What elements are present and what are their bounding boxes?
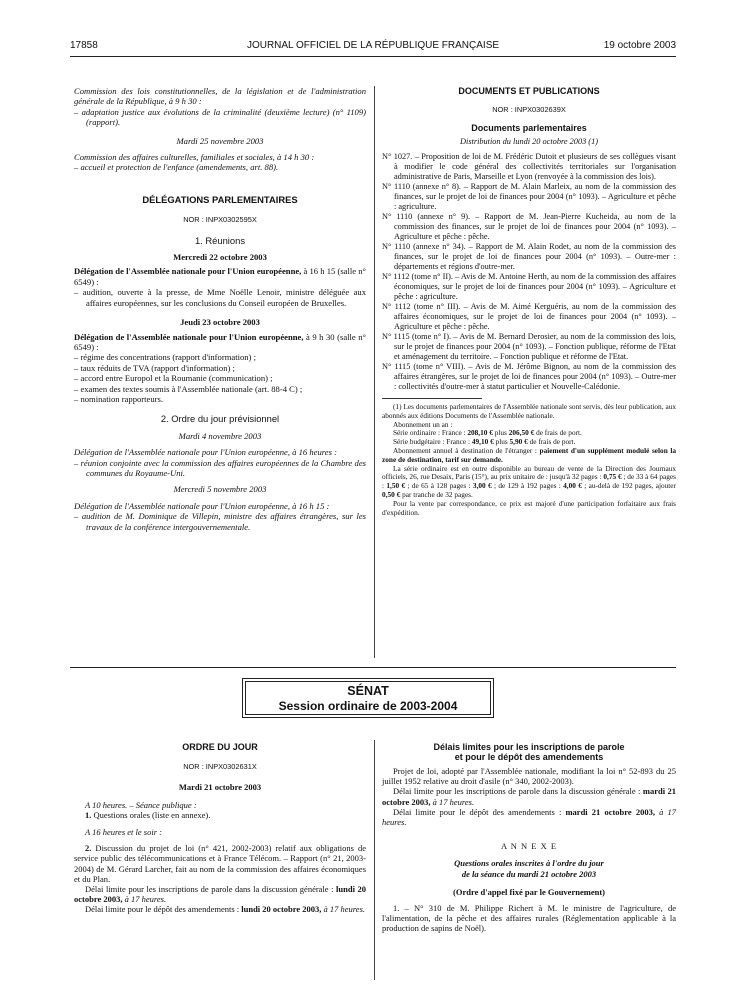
delegations-heading: DÉLÉGATIONS PARLEMENTAIRES xyxy=(142,193,298,205)
seance-10h: A 10 heures. – Séance publique : xyxy=(85,799,197,810)
projet-de-loi: Projet de loi, adopté par l'Assemblée nationale, modifiant la loi n° 52-893 du 25 juillet 1952 relative au droit d'asile (n° 340, 2002-2003). xyxy=(382,766,676,787)
commission-culturelles-item: – accueil et protection de l'enfance (amendements, art. 88). xyxy=(74,162,279,173)
footnote-2: Abonnement un an : xyxy=(393,419,453,429)
date-25-novembre: Mardi 25 novembre 2003 xyxy=(176,135,264,146)
questions-orales: 1. Questions orales (liste en annexe). xyxy=(85,809,211,820)
seance-16h: A 16 heures et le soir : xyxy=(85,827,162,838)
commission-lois-intro: Commission des lois constitutionnelles, de la législation et de l'administration générale de la République, à 9 h 30 : xyxy=(74,86,366,107)
documents-heading: DOCUMENTS ET PUBLICATIONS xyxy=(458,86,600,96)
delegation-1 xyxy=(74,266,366,287)
document-item: N° 1110 (annexe n° 34). – Rapport de M. Alain Rodet, au nom de la commission des finances, sur le projet de loi de finances pour 2004 (n° 1093). – Outre-mer : départements et régions d'outre-mer. xyxy=(382,242,676,271)
footnote-4: Série budgétaire : France : 49,10 € plus 5,90 € de frais de port. xyxy=(393,437,576,447)
column-divider-bottom xyxy=(374,740,375,980)
right-column-top xyxy=(382,86,676,517)
day-mardi-21: Mardi 21 octobre 2003 xyxy=(178,782,262,793)
senat-box xyxy=(242,678,494,718)
footnote-6: La série ordinaire est en outre disponible au bureau de vente de la Direction des Journaux officiels, 26, rue Desaix, Paris (15°), au prix unitaire de : jusqu'à 32 pages : 0,75 € ; de 33 à 64 pages : 1,50 € ; de 65 à 128 pages : 3,00 € ; de 129 à 192 pages : 4,00 € ; au-delà de 192 pages, ajouter 0,50 € par tranche de 32 pages. xyxy=(382,463,676,499)
footnote-5: Abonnement annuel à destination de l'étranger : paiement d'un supplément modulé selon la zone de destination, tarif sur demande. xyxy=(382,445,676,464)
delai-amendements-2: Délai limite pour le dépôt des amendements : mardi 21 octobre 2003, à 17 heures. xyxy=(382,806,677,828)
page-number: 17858 xyxy=(70,40,98,51)
day-jeudi-23: Jeudi 23 octobre 2003 xyxy=(180,317,260,328)
ordre-du-jour-nor: NOR : INPX0302631X xyxy=(183,762,257,772)
distribution-date: Distribution du lundi 20 octobre 2003 (1) xyxy=(460,137,598,146)
document-item: N° 1112 (tome n° II). – Avis de M. Antoine Herth, au nom de la commission des affaires économiques, sur le projet de loi de finances pour 2004 (n° 1093). – Agriculture et pêche : agriculture. xyxy=(382,272,676,301)
questions-title-1: Questions orales inscrites à l'ordre du jour xyxy=(454,858,604,869)
senat-box-inner xyxy=(245,681,491,715)
discussion-projet: 2. Discussion du projet de loi (n° 421, 2002-2003) relatif aux obligations de service public des télécommunications et à France Télécom. – Rapport (n° 21, 2003-2004) de M. Gérard Larcher, fait au nom de la commission des affaires économiques et du Plan. xyxy=(74,843,366,884)
delegation-2 xyxy=(74,332,366,353)
footnote-7: Pour la vente par correspondance, ce prix est majoré d'une participation forfaitaire aux frais d'expédition. xyxy=(382,498,676,517)
delegation-2-rest: à 9 h 30 (salle n° 6549) : xyxy=(74,331,366,352)
column-divider-top xyxy=(374,86,375,658)
question-1: 1. – N° 310 de M. Philippe Richert à M. le ministre de l'agriculture, de l'alimentation, de la pêche et des affaires rurales (Réglementation applicable à la production de sapins de Noël). xyxy=(382,903,676,934)
footnote xyxy=(382,403,676,517)
delegation-2-item: – taux réduits de TVA (rapport d'information) ; xyxy=(74,362,235,373)
delegation-2-bold: Délégation de l'Assemblée nationale pour l'Union européenne, xyxy=(74,331,304,342)
delais-heading-1: Délais limites pour les inscriptions de parole xyxy=(433,742,625,752)
delegation-1-item: – audition, ouverte à la presse, de Mme Noëlle Lenoir, ministre déléguée aux affaires européennes, sur les conclusions du Conseil européen de Bruxelles. xyxy=(74,287,366,308)
delegation-1-bold: Délégation de l'Assemblée nationale pour l'Union européenne, xyxy=(74,266,302,277)
section-reunions: 1. Réunions xyxy=(194,234,246,246)
day-mercredi-5: Mercredi 5 novembre 2003 xyxy=(173,484,267,495)
delegation-3-item: – réunion conjointe avec la commission des affaires européennes de la Chambre des communes du Royaume-Uni. xyxy=(74,457,366,478)
left-column-bottom xyxy=(74,742,366,915)
delais-heading-2: et pour le dépôt des amendements xyxy=(454,752,604,762)
documents-nor: NOR : INPX0302639X xyxy=(492,105,566,114)
footnote-1: (1) Les documents parlementaires de l'Assemblée nationale sont servis, dès leur publication, aux abonnés aux éditions Documents de l'Assemblée nationale. xyxy=(382,402,676,420)
delegation-2-item: – examen des textes soumis à l'Assemblée nationale (art. 88-4 C) ; xyxy=(74,383,303,394)
documents-subheading: Documents parlementaires xyxy=(471,123,587,133)
footnote-3: Série ordinaire : France : 208,10 € plus 206,50 € de frais de port. xyxy=(393,428,582,438)
delai-parole: Délai limite pour les inscriptions de parole dans la discussion générale : lundi 20 octobre 2003, à 17 heures. xyxy=(74,884,367,905)
header-rule xyxy=(70,56,676,57)
ordre-du-jour-heading: ORDRE DU JOUR xyxy=(182,742,258,752)
section-ordre-du-jour: 2. Ordre du jour prévisionnel xyxy=(160,413,280,425)
delai-amendements: Délai limite pour le dépôt des amendements : lundi 20 octobre 2003, à 17 heures. xyxy=(85,904,366,915)
document-item: N° 1110 (annexe n° 8). – Rapport de M. Alain Marleix, au nom de la commission des finances, sur le projet de loi de finances pour 2004 (n° 1093). – Agriculture et pêche : agriculture. xyxy=(382,182,676,211)
right-column-bottom xyxy=(382,742,676,934)
document-item: N° 1115 (tome n° VIII). – Avis de M. Jérôme Bignon, au nom de la commission des affaires étrangères, sur le projet de loi de finances pour 2004 (n° 1093). – Outre-mer : collectivités d'outre-mer à statut particulier et Nouvelle-Calédonie. xyxy=(382,362,676,391)
delegation-2-item: – nomination rapporteurs. xyxy=(74,393,164,404)
delegations-nor: NOR : INPX0302595X xyxy=(183,215,257,225)
delai-parole-2: Délai limite pour les inscriptions de parole dans la discussion générale : mardi 21 octobre 2003, à 17 heures. xyxy=(382,786,676,807)
document-item: N° 1115 (tome n° I). – Avis de M. Bernard Derosier, au nom de la commission des lois, sur le projet de finances pour 2004 (n° 1093). – Fonction publique, réforme de l'Etat et aménagement du territoire. – Fonction publique et réforme de l'Etat. xyxy=(382,332,676,361)
annexe-heading: A N N E X E xyxy=(500,841,558,852)
document-item: N° 1027. – Proposition de loi de M. Frédéric Dutoit et plusieurs de ses collègues visant à modifier le code général des collectivités territoriales sur l'organisation administrative de Paris, Marseille et Lyon (renvoyée à la commission des lois). xyxy=(382,152,676,181)
delegation-3: Délégation de l'Assemblée nationale pour l'Union européenne, à 16 heures : xyxy=(74,447,337,458)
day-mercredi-22: Mercredi 22 octobre 2003 xyxy=(173,252,267,263)
delegation-4-item: – audition de M. Dominique de Villepin, ministre des affaires étrangères, sur les travaux de la conférence intergouvernementale. xyxy=(74,511,366,532)
delegation-1-rest: à 16 h 15 (salle n° 6549) : xyxy=(74,266,366,287)
footnote-rule xyxy=(382,398,482,399)
document-item: N° 1112 (tome n° III). – Avis de M. Aimé Kerguéris, au nom de la commission des affaires économiques, sur le projet de loi de finances pour 2004 (n° 1093). – Agriculture et pêche : pêche. xyxy=(382,302,676,331)
commission-culturelles-intro: Commission des affaires culturelles, familiales et sociales, à 14 h 30 : xyxy=(74,152,315,163)
journal-title: JOURNAL OFFICIEL DE LA RÉPUBLIQUE FRANÇAISE xyxy=(246,40,500,51)
delegation-2-item: – régime des concentrations (rapport d'information) ; xyxy=(74,352,256,363)
day-mardi-4: Mardi 4 novembre 2003 xyxy=(178,430,262,441)
senat-subtitle: Session ordinaire de 2003-2004 xyxy=(278,699,458,713)
page-header xyxy=(70,40,676,54)
left-column-top xyxy=(74,86,366,532)
commission-lois-item: – adaptation justice aux évolutions de la criminalité (deuxième lecture) (n° 1109) (rapport). xyxy=(74,106,366,128)
document-item: N° 1110 (annexe n° 9). – Rapport de M. Jean-Pierre Kucheida, au nom de la commission des finances, sur le projet de loi de finances pour 2004 (n° 1093). – Agriculture et pêche : pêche. xyxy=(382,212,676,241)
delegation-2-item: – accord entre Europol et la Roumanie (communication) ; xyxy=(74,373,273,384)
questions-title-2: de la séance du mardi 21 octobre 2003 xyxy=(461,868,597,879)
section-rule xyxy=(70,667,676,668)
senat-title: SÉNAT xyxy=(347,684,389,698)
ordre-appel: (Ordre d'appel fixé par le Gouvernement) xyxy=(453,886,605,897)
delegation-4: Délégation de l'Assemblée nationale pour l'Union européenne, à 16 h 15 : xyxy=(74,500,330,511)
issue-date: 19 octobre 2003 xyxy=(603,40,676,51)
